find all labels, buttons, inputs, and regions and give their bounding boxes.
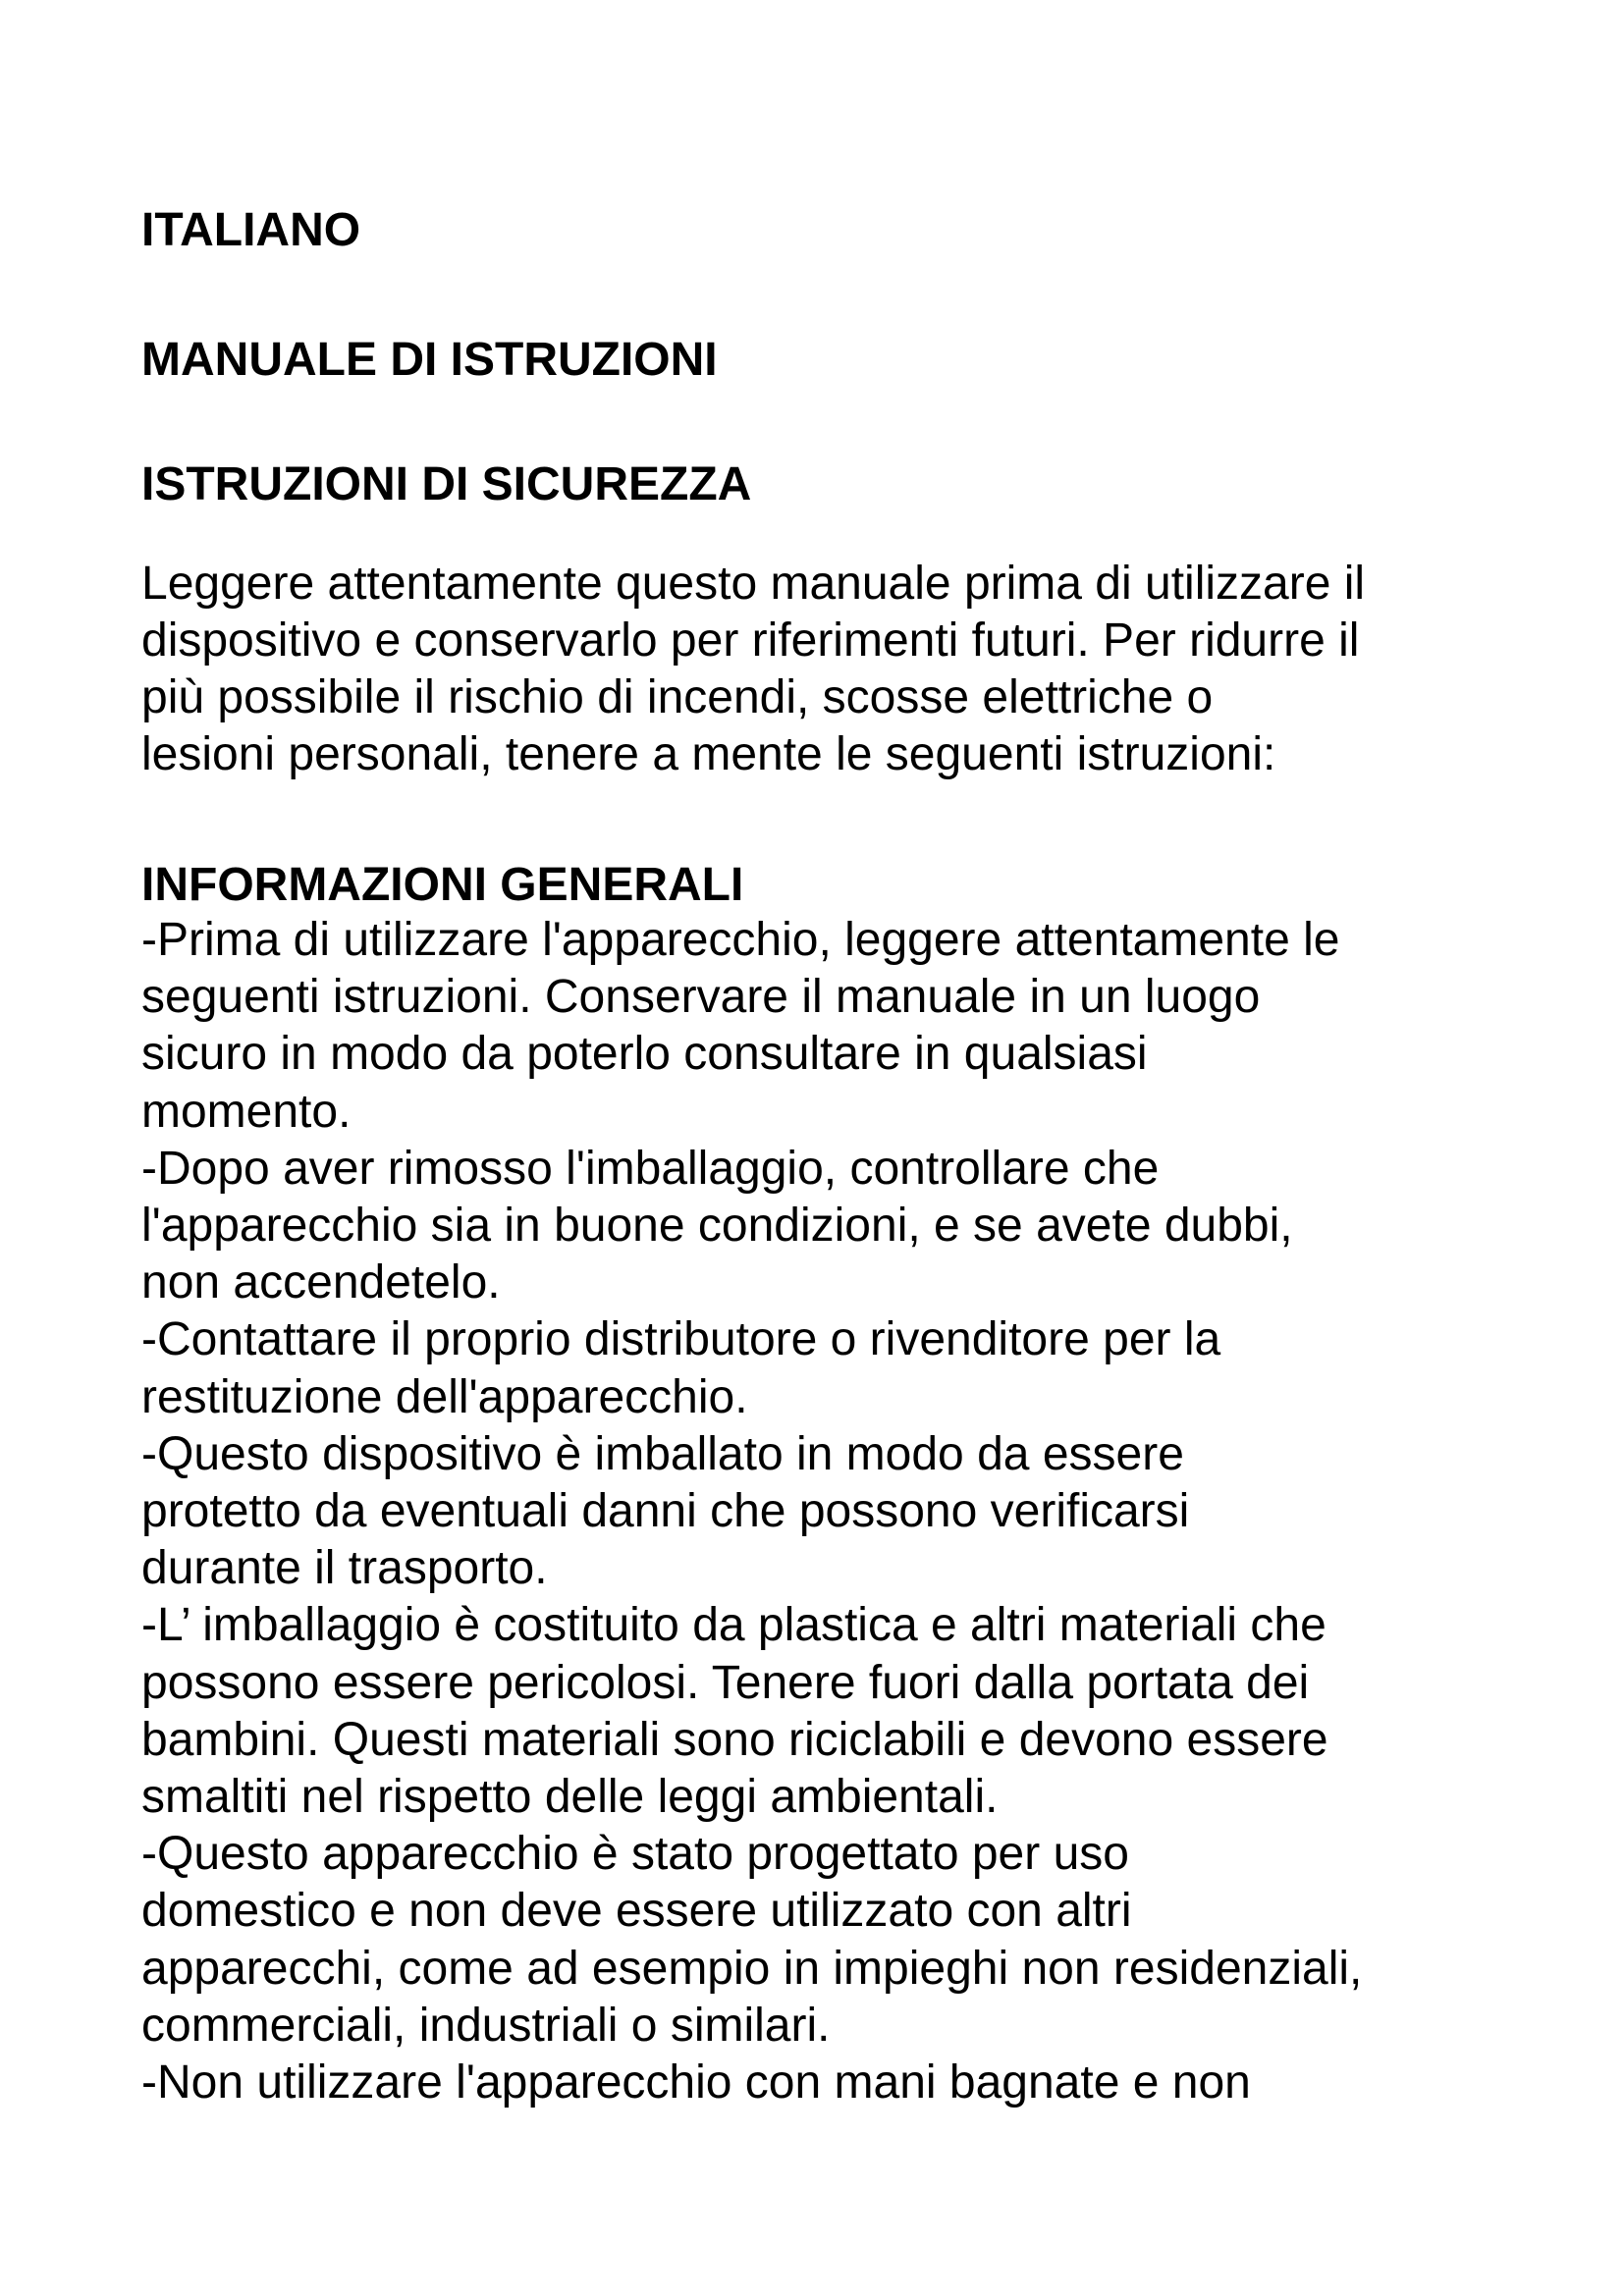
body-line: sicuro in modo da poterlo consultare in qualsiasi (141, 1028, 1148, 1081)
body-line: commerciali, industriali o similari. (141, 1999, 831, 2052)
body-line: protetto da eventuali danni che possono verificarsi (141, 1485, 1190, 1538)
intro-line: più possibile il rischio di incendi, scosse elettriche o (141, 671, 1214, 723)
body-line: smaltiti nel rispetto delle leggi ambientali. (141, 1771, 999, 1824)
general-information-text (141, 912, 1362, 2111)
body-line: -Questo dispositivo è imballato in modo da essere (141, 1427, 1184, 1480)
body-line: restituzione dell'apparecchio. (141, 1370, 748, 1423)
body-line: durante il trasporto. (141, 1542, 548, 1595)
body-line: -Questo apparecchio è stato progettato per uso (141, 1828, 1129, 1881)
general-information-heading: INFORMAZIONI GENERALI (141, 859, 744, 911)
intro-line: Leggere attentamente questo manuale prima di utilizzare il (141, 558, 1366, 610)
language-heading: ITALIANO (141, 204, 361, 256)
body-line: apparecchi, come ad esempio in impieghi non residenziali, (141, 1942, 1363, 1995)
body-line: -Prima di utilizzare l'apparecchio, leggere attentamente le (141, 914, 1340, 966)
body-line: possono essere pericolosi. Tenere fuori dalla portata dei (141, 1656, 1310, 1709)
body-line: non accendetelo. (141, 1256, 501, 1309)
intro-paragraph (141, 556, 1365, 783)
body-line: l'apparecchio sia in buone condizioni, e se avete dubbi, (141, 1200, 1293, 1253)
body-line: -Dopo aver rimosso l'imballaggio, controllare che (141, 1142, 1160, 1195)
intro-line: lesioni personali, tenere a mente le seguenti istruzioni: (141, 728, 1276, 780)
body-line: -L’ imballaggio è costituito da plastica e altri materiali che (141, 1599, 1326, 1652)
safety-instructions-heading: ISTRUZIONI DI SICUREZZA (141, 458, 752, 510)
intro-line: dispositivo e conservarlo per riferimenti futuri. Per ridurre il (141, 614, 1360, 667)
body-line: seguenti istruzioni. Conservare il manuale in un luogo (141, 971, 1261, 1024)
body-line: bambini. Questi materiali sono riciclabili e devono essere (141, 1713, 1328, 1766)
body-line: -Contattare il proprio distributore o rivenditore per la (141, 1313, 1221, 1366)
body-line: momento. (141, 1085, 352, 1138)
body-line: -Non utilizzare l'apparecchio con mani bagnate e non (141, 2056, 1251, 2109)
body-line: domestico e non deve essere utilizzato con altri (141, 1885, 1132, 1938)
manual-title: MANUALE DI ISTRUZIONI (141, 334, 718, 386)
